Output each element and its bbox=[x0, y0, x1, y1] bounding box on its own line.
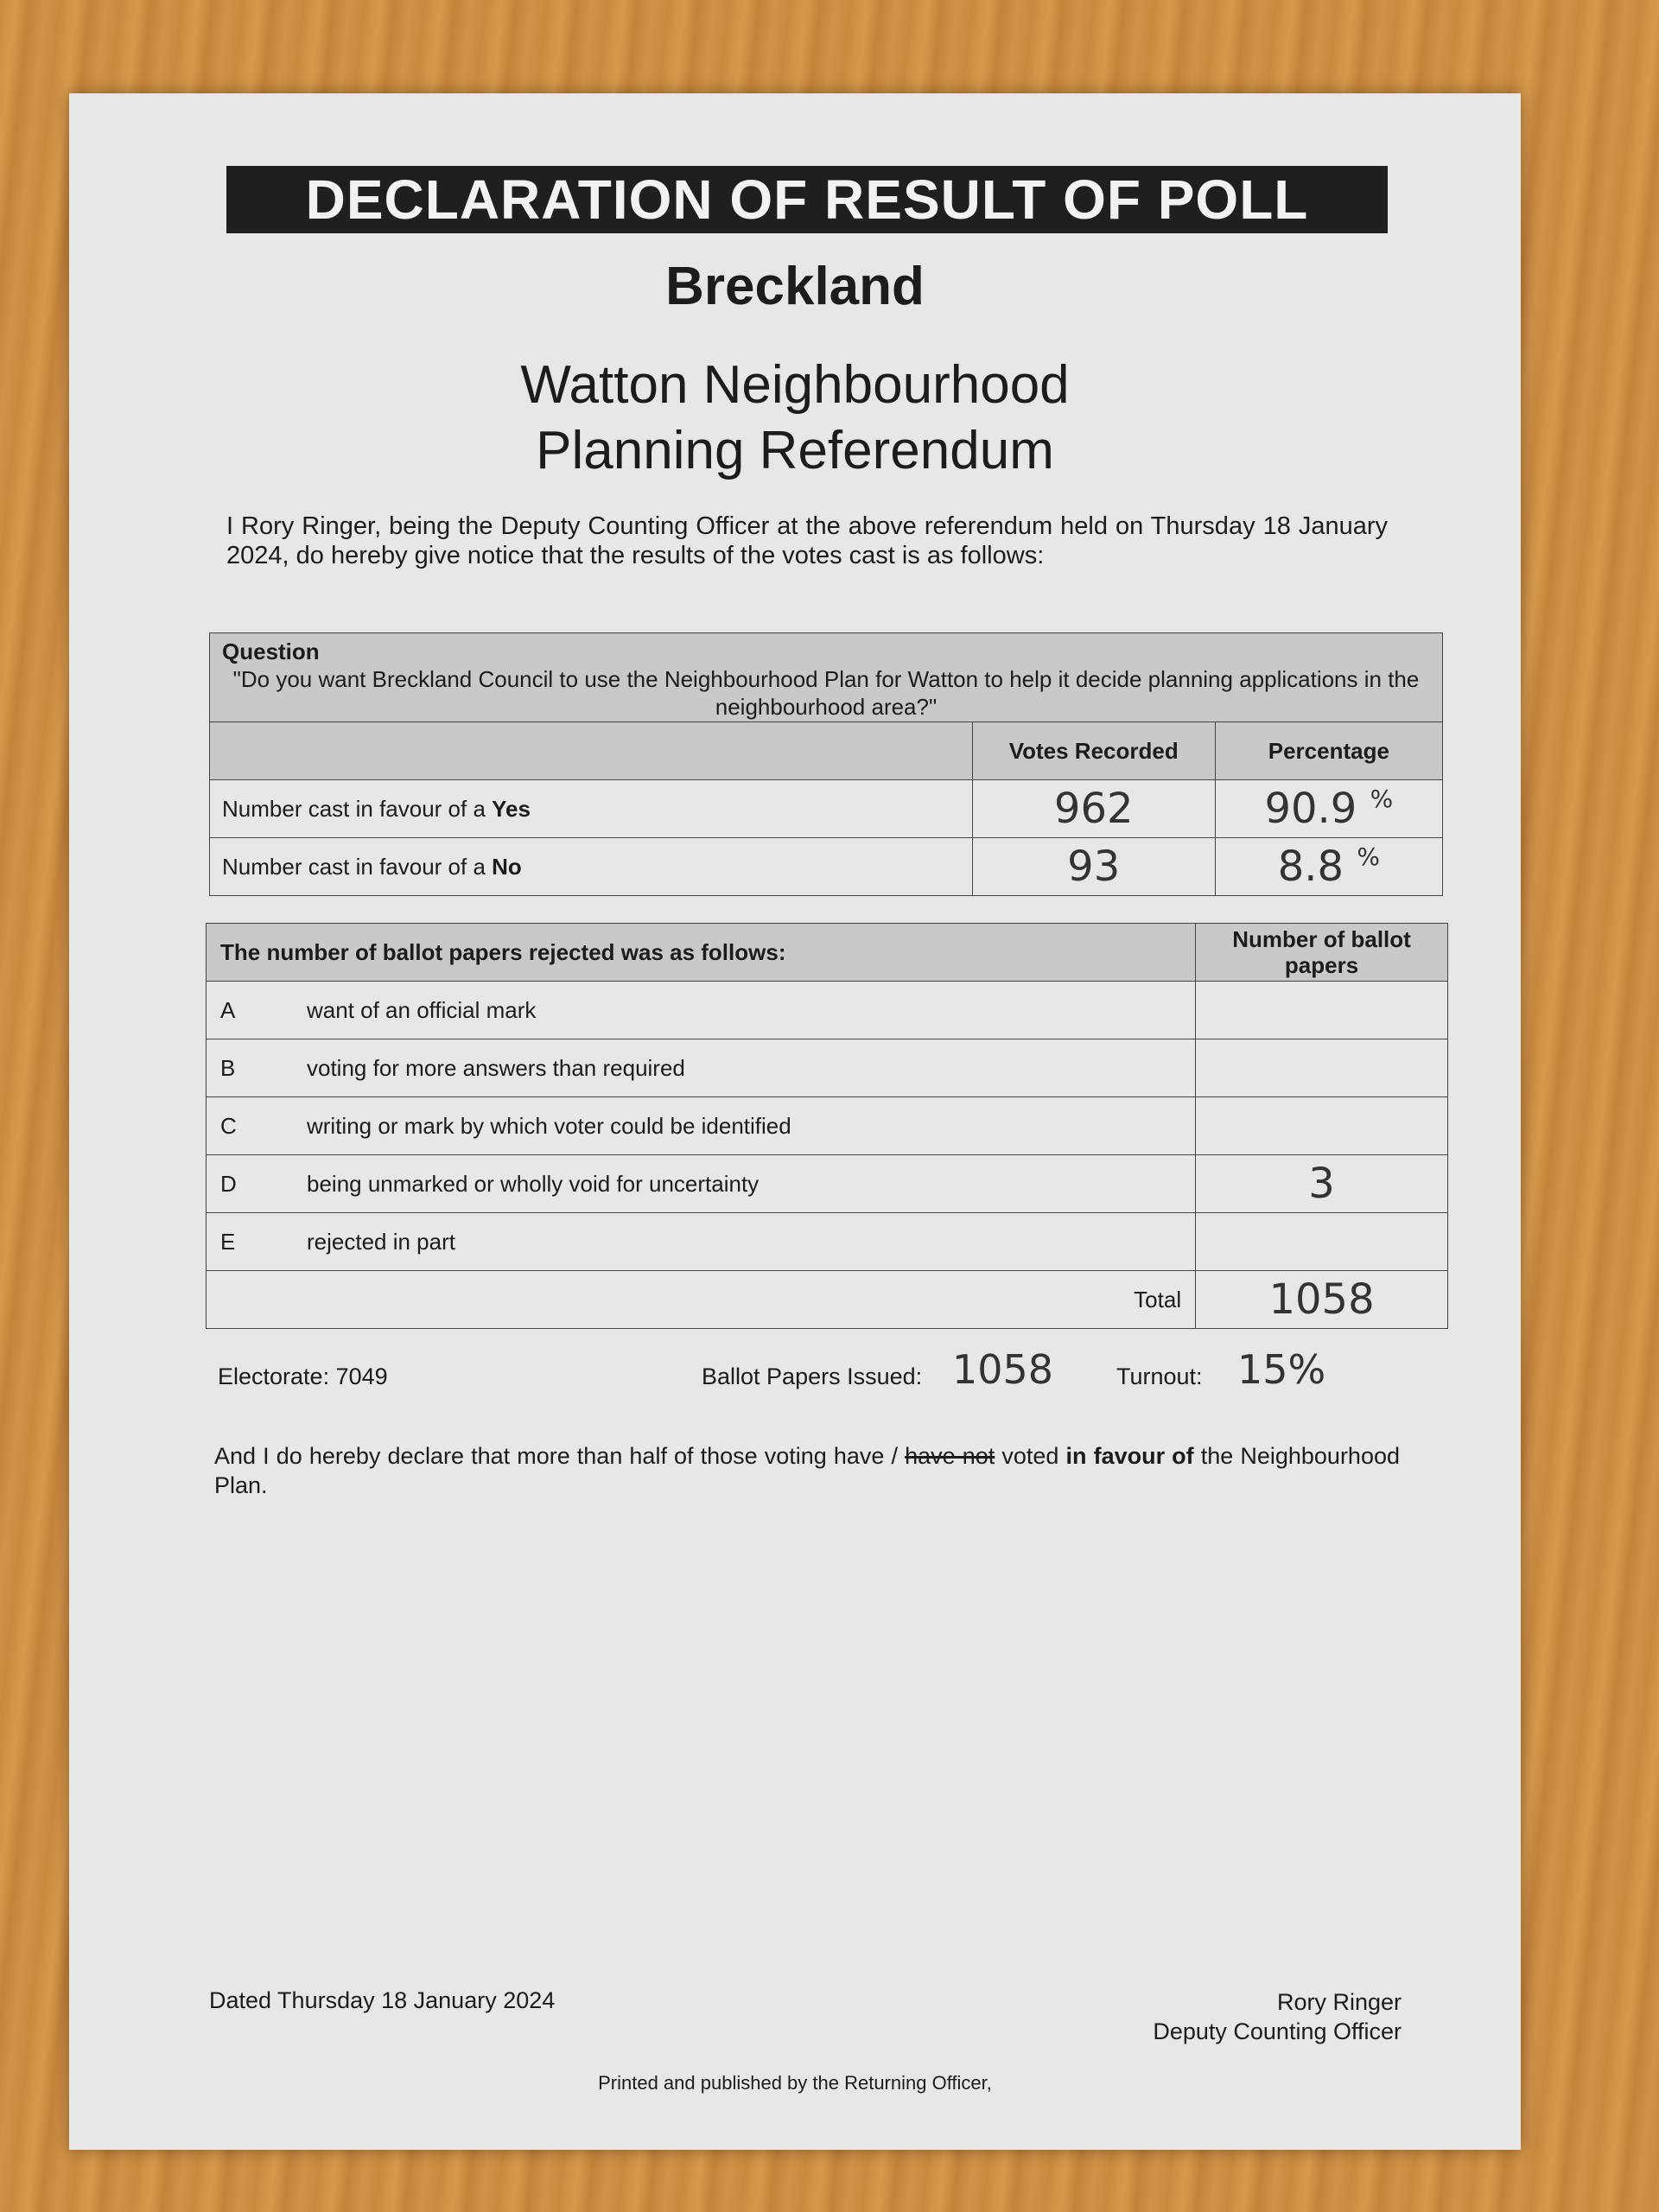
reason-count bbox=[1196, 1097, 1448, 1155]
declaration-statement bbox=[214, 1441, 1400, 1500]
no-label-cell bbox=[210, 838, 973, 896]
council-name: Breckland bbox=[665, 257, 925, 316]
yes-percentage-cell bbox=[1215, 780, 1442, 838]
table-row bbox=[210, 838, 1443, 896]
declaration-bold: in favour of bbox=[1065, 1443, 1194, 1469]
document-title: DECLARATION OF RESULT OF POLL bbox=[226, 166, 1388, 233]
table-row bbox=[210, 780, 1443, 838]
yes-label-cell bbox=[210, 780, 973, 838]
question-label: Question bbox=[222, 639, 320, 664]
reason-count bbox=[1196, 1039, 1448, 1097]
question-text: "Do you want Breckland Council to use the Neighbourhood Plan for Watton to help it decide planning applications in the neighbourhood area?" bbox=[232, 666, 1420, 720]
reason-cell bbox=[207, 1213, 1196, 1271]
issued-label: Ballot Papers Issued: bbox=[702, 1363, 923, 1389]
results-table bbox=[209, 632, 1443, 896]
no-percentage-cell bbox=[1215, 838, 1442, 896]
reason-text: being unmarked or wholly void for uncertainty bbox=[307, 1170, 760, 1197]
date-line: Dated Thursday 18 January 2024 bbox=[209, 1987, 556, 2013]
no-pct-sign: % bbox=[1357, 842, 1380, 871]
question-cell bbox=[210, 633, 1443, 722]
signatory-name: Rory Ringer bbox=[1276, 1989, 1402, 2015]
reason-cell bbox=[207, 1039, 1196, 1097]
reason-text: want of an official mark bbox=[307, 996, 537, 1023]
table-row bbox=[207, 1271, 1448, 1329]
no-percentage: 8.8 bbox=[1277, 842, 1344, 891]
reason-code: B bbox=[220, 1054, 236, 1081]
reason-cell bbox=[207, 1155, 1196, 1213]
declaration-mid: voted bbox=[995, 1443, 1066, 1469]
yes-pct-sign: % bbox=[1370, 785, 1394, 813]
no-label: Number cast in favour of a bbox=[222, 853, 493, 880]
declaration-struck: have not bbox=[905, 1443, 995, 1469]
reason-code: C bbox=[220, 1112, 237, 1139]
reason-text: rejected in part bbox=[307, 1228, 455, 1255]
table-row bbox=[207, 1039, 1448, 1097]
votes-header: Votes Recorded bbox=[972, 722, 1215, 780]
reason-text: voting for more answers than required bbox=[307, 1054, 685, 1081]
reason-cell bbox=[207, 1097, 1196, 1155]
reason-text: writing or mark by which voter could be identified bbox=[307, 1112, 791, 1139]
total-label: Total bbox=[207, 1271, 1196, 1329]
total-value: 1058 bbox=[1196, 1271, 1448, 1329]
reason-cell bbox=[207, 982, 1196, 1039]
no-votes: 93 bbox=[972, 838, 1215, 896]
intro-paragraph: I Rory Ringer, being the Deputy Counting Officer at the above referendum held on Thursday 18 January 2024, do hereby give notice that the results of the votes cast is as follows: bbox=[226, 512, 1388, 569]
declaration-sheet bbox=[69, 93, 1521, 2150]
table-row bbox=[207, 982, 1448, 1039]
reason-code: D bbox=[220, 1170, 237, 1197]
signature-block bbox=[1153, 1987, 1402, 2046]
ballot-count-header: Number of ballot papers bbox=[1196, 924, 1448, 982]
declaration-pre: And I do hereby declare that more than half of those voting have / bbox=[214, 1443, 906, 1469]
imprint: Printed and published by the Returning Officer, bbox=[598, 2072, 992, 2094]
rejected-ballots-table bbox=[206, 923, 1448, 1329]
referendum-name: Watton Neighbourhood Planning Referendum bbox=[520, 355, 1070, 480]
declaration-post: the Neighbourhood Plan. bbox=[214, 1443, 1400, 1498]
issued-value: 1058 bbox=[952, 1346, 1054, 1393]
yes-label: Number cast in favour of a bbox=[222, 795, 493, 822]
reason-code: E bbox=[220, 1228, 236, 1255]
reason-count bbox=[1196, 982, 1448, 1039]
signatory-role: Deputy Counting Officer bbox=[1153, 2018, 1402, 2044]
table-row bbox=[207, 1097, 1448, 1155]
turnout-value: 15% bbox=[1237, 1346, 1326, 1393]
reason-count: 3 bbox=[1196, 1155, 1448, 1213]
electorate: Electorate: 7049 bbox=[218, 1363, 388, 1389]
no-bold: No bbox=[492, 853, 522, 880]
reason-count bbox=[1196, 1213, 1448, 1271]
table-row bbox=[207, 1155, 1448, 1213]
yes-percentage: 90.9 bbox=[1264, 785, 1357, 833]
turnout-label: Turnout: bbox=[1116, 1363, 1203, 1389]
reason-code: A bbox=[220, 996, 236, 1023]
yes-votes: 962 bbox=[972, 780, 1215, 838]
yes-bold: Yes bbox=[492, 795, 531, 822]
rejected-header: The number of ballot papers rejected was as follows: bbox=[207, 924, 1196, 982]
table-row bbox=[207, 1213, 1448, 1271]
blank-header-cell bbox=[210, 722, 973, 780]
percentage-header: Percentage bbox=[1215, 722, 1442, 780]
